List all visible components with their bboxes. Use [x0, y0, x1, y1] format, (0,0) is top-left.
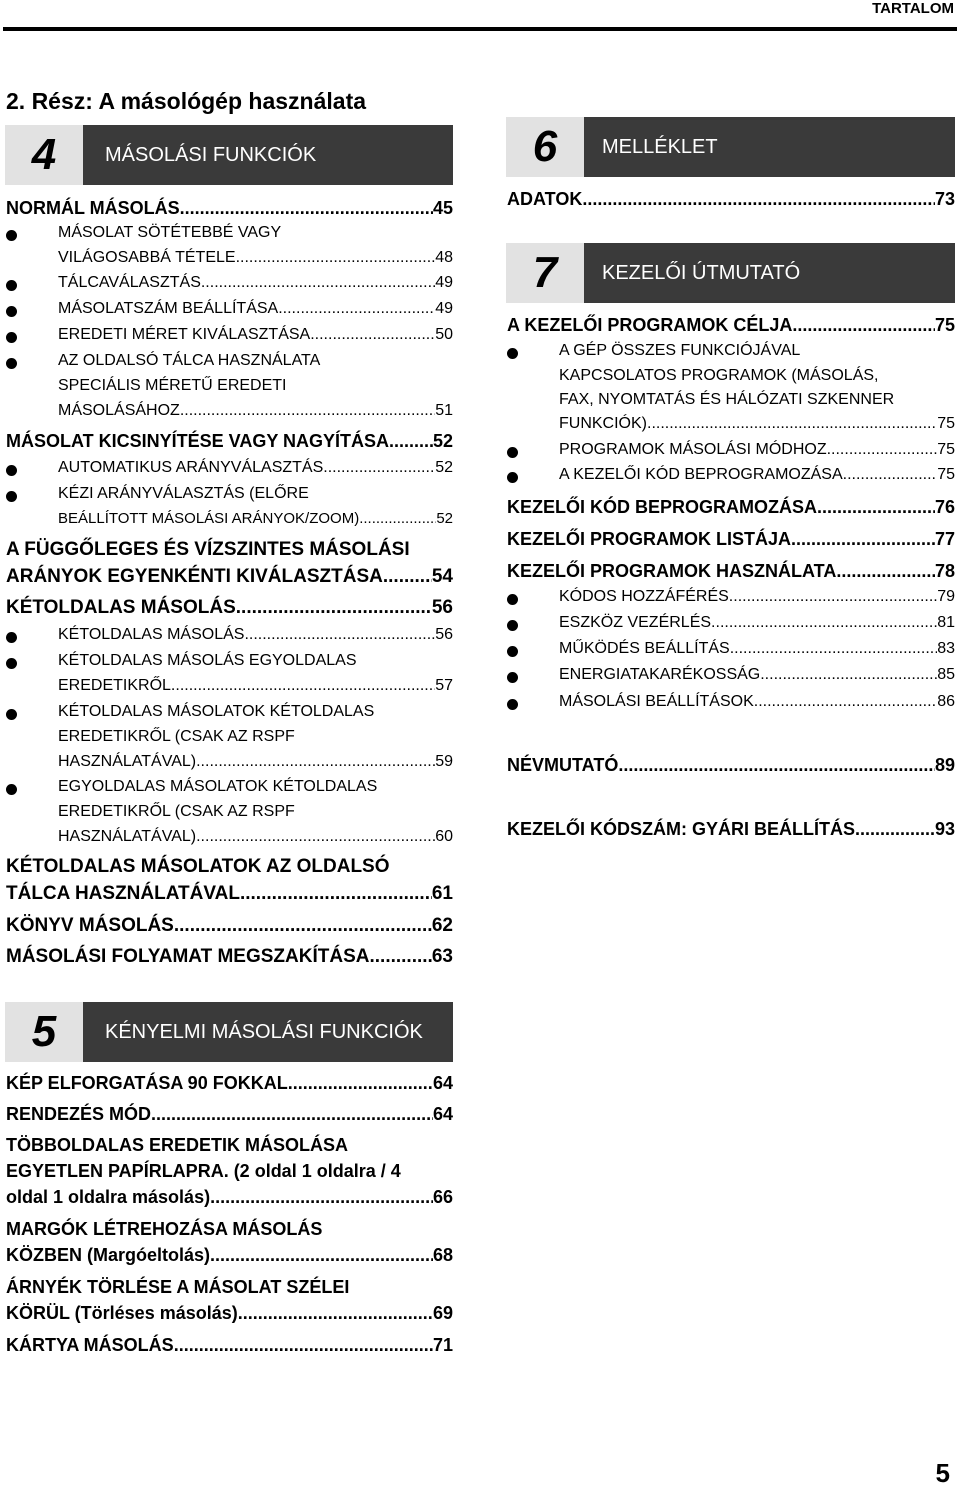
- toc-entry-text: MARGÓK LÉTREHOZÁSA MÁSOLÁS: [6, 1219, 323, 1239]
- bullet-icon: [507, 672, 518, 683]
- toc-entry[interactable]: KÖZBEN (Margóeltolás) ..... 68: [6, 1245, 453, 1266]
- toc-entry[interactable]: NÉVMUTATÓ ..... 89: [507, 755, 955, 776]
- toc-entry-text: ÁRNYÉK TÖRLÉSE A MÁSOLAT SZÉLEI: [6, 1277, 350, 1297]
- toc-subentry-text: KÉTOLDALAS MÁSOLÁS EGYOLDALAS: [58, 652, 357, 669]
- part-title: 2. Rész: A másológép használata: [6, 88, 367, 114]
- toc-entry[interactable]: KEZELŐI PROGRAMOK LISTÁJA ..... 77: [507, 529, 955, 550]
- toc-subentry-text: KÉTOLDALAS MÁSOLATOK KÉTOLDALAS: [58, 703, 375, 720]
- toc-entry[interactable]: KÉP ELFORGATÁSA 90 FOKKAL ..... 64: [6, 1073, 453, 1094]
- section-title: MELLÉKLET: [602, 135, 718, 158]
- toc-subentry[interactable]: KÓDOS HOZZÁFÉRÉS ..... 79: [559, 588, 955, 606]
- toc-subentry[interactable]: EREDETIKRŐL ..... 57: [58, 677, 453, 695]
- section-number: 6: [506, 117, 584, 177]
- toc-subentry-text: EGYOLDALAS MÁSOLATOK KÉTOLDALAS: [58, 778, 378, 795]
- bullet-icon: [6, 784, 17, 795]
- bullet-icon: [6, 230, 17, 241]
- toc-subentry-text: EREDETIKRŐL (CSAK AZ RSPF: [58, 803, 295, 820]
- toc-entry[interactable]: MÁSOLÁSI FOLYAMAT MEGSZAKÍTÁSA ..... 63: [6, 946, 453, 968]
- section-4-band: [5, 125, 453, 185]
- toc-entry-text: KÉTOLDALAS MÁSOLATOK AZ OLDALSÓ: [6, 856, 390, 877]
- bullet-icon: [6, 709, 17, 720]
- bullet-icon: [507, 620, 518, 631]
- bullet-icon: [507, 447, 518, 458]
- toc-subentry-text: KAPCSOLATOS PROGRAMOK (MÁSOLÁS,: [559, 367, 879, 384]
- bullet-icon: [507, 472, 518, 483]
- toc-entry-text: TÖBBOLDALAS EREDETIK MÁSOLÁSA: [6, 1135, 348, 1155]
- toc-subentry[interactable]: HASZNÁLATÁVAL) ..... 60: [58, 828, 453, 846]
- toc-subentry[interactable]: VILÁGOSABBÁ TÉTELE ..... 48: [58, 249, 453, 267]
- toc-subentry[interactable]: ENERGIATAKARÉKOSSÁG ..... 85: [559, 666, 955, 684]
- bullet-icon: [6, 306, 17, 317]
- bullet-icon: [507, 699, 518, 710]
- toc-entry[interactable]: RENDEZÉS MÓD ..... 64: [6, 1104, 453, 1125]
- toc-subentry[interactable]: A KEZELŐI KÓD BEPROGRAMOZÁSA ..... 75: [559, 466, 955, 484]
- header-label: TARTALOM: [872, 0, 954, 17]
- toc-entry[interactable]: ARÁNYOK EGYENKÉNTI KIVÁLASZTÁSA ..... 54: [6, 566, 453, 588]
- toc-subentry[interactable]: MÁSOLÁSÁHOZ ..... 51: [58, 402, 453, 420]
- section-6-band: [506, 117, 955, 177]
- toc-subentry-text: MÁSOLAT SÖTÉTEBBÉ VAGY: [58, 224, 282, 241]
- toc-entry[interactable]: MÁSOLAT KICSINYÍTÉSE VAGY NAGYÍTÁSA ..... 52: [6, 431, 453, 452]
- section-5-band: [5, 1002, 453, 1062]
- section-number: 7: [506, 243, 584, 303]
- toc-subentry[interactable]: MÁSOLÁSI BEÁLLÍTÁSOK ..... 86: [559, 693, 955, 711]
- toc-subentry[interactable]: TÁLCAVÁLASZTÁS ..... 49: [58, 274, 453, 292]
- toc-subentry[interactable]: MŰKÖDÉS BEÁLLÍTÁS ..... 83: [559, 640, 955, 658]
- toc-entry[interactable]: A KEZELŐI PROGRAMOK CÉLJA ..... 75: [507, 315, 955, 336]
- bullet-icon: [507, 348, 518, 359]
- toc-entry[interactable]: KÉTOLDALAS MÁSOLÁS ..... 56: [6, 597, 453, 619]
- toc-subentry-text: SPECIÁLIS MÉRETŰ EREDETI: [58, 377, 287, 394]
- toc-subentry-text: A GÉP ÖSSZES FUNKCIÓJÁVAL: [559, 342, 801, 359]
- toc-subentry-text: EREDETIKRŐL (CSAK AZ RSPF: [58, 728, 295, 745]
- toc-entry[interactable]: KÖNYV MÁSOLÁS ..... 62: [6, 915, 453, 937]
- toc-entry[interactable]: KEZELŐI KÓD BEPROGRAMOZÁSA ..... 76: [507, 497, 955, 518]
- bullet-icon: [6, 465, 17, 476]
- toc-subentry[interactable]: BEÁLLÍTOTT MÁSOLÁSI ARÁNYOK/ZOOM) ..... 52: [58, 510, 453, 527]
- toc-subentry-text: AZ OLDALSÓ TÁLCA HASZNÁLATA: [58, 352, 321, 369]
- toc-entry[interactable]: KÖRÜL (Törléses másolás) ..... 69: [6, 1303, 453, 1324]
- section-title: KÉNYELMI MÁSOLÁSI FUNKCIÓK: [105, 1020, 423, 1043]
- section-7-band: [506, 243, 955, 303]
- bullet-icon: [6, 658, 17, 669]
- toc-subentry[interactable]: MÁSOLATSZÁM BEÁLLÍTÁSA ..... 49: [58, 300, 453, 318]
- bullet-icon: [507, 594, 518, 605]
- toc-entry[interactable]: NORMÁL MÁSOLÁS ..... 45: [6, 198, 453, 219]
- toc-subentry-text: KÉZI ARÁNYVÁLASZTÁS (ELŐRE: [58, 485, 309, 502]
- bullet-icon: [6, 491, 17, 502]
- toc-subentry[interactable]: ESZKÖZ VEZÉRLÉS ..... 81: [559, 614, 955, 632]
- bullet-icon: [507, 646, 518, 657]
- bullet-icon: [6, 358, 17, 369]
- toc-entry[interactable]: KEZELŐI PROGRAMOK HASZNÁLATA ..... 78: [507, 561, 955, 582]
- toc-subentry[interactable]: HASZNÁLATÁVAL) ..... 59: [58, 753, 453, 771]
- bullet-icon: [6, 332, 17, 343]
- toc-entry-text: EGYETLEN PAPÍRLAPRA. (2 oldal 1 oldalra / 4: [6, 1161, 401, 1181]
- section-number: 5: [5, 1002, 83, 1062]
- bullet-icon: [6, 632, 17, 643]
- toc-subentry[interactable]: FUNKCIÓK) ..... 75: [559, 415, 955, 433]
- bullet-icon: [6, 280, 17, 291]
- toc-entry[interactable]: ADATOK ..... 73: [507, 189, 955, 210]
- section-number: 4: [5, 125, 83, 185]
- toc-entry[interactable]: oldal 1 oldalra másolás) ..... 66: [6, 1187, 453, 1208]
- section-title: KEZELŐI ÚTMUTATÓ: [602, 261, 801, 284]
- toc-entry[interactable]: TÁLCA HASZNÁLATÁVAL ..... 61: [6, 883, 453, 905]
- toc-subentry[interactable]: EREDETI MÉRET KIVÁLASZTÁSA ..... 50: [58, 326, 453, 344]
- page-number: 5: [935, 1458, 950, 1488]
- toc-entry-text: A FÜGGŐLEGES ÉS VÍZSZINTES MÁSOLÁSI: [6, 539, 410, 560]
- toc-subentry[interactable]: KÉTOLDALAS MÁSOLÁS ..... 56: [58, 626, 453, 644]
- toc-entry[interactable]: KÁRTYA MÁSOLÁS ..... 71: [6, 1335, 453, 1356]
- toc-subentry-text: FAX, NYOMTATÁS ÉS HÁLÓZATI SZKENNER: [559, 391, 895, 408]
- header-rule: [3, 27, 957, 31]
- toc-subentry[interactable]: AUTOMATIKUS ARÁNYVÁLASZTÁS ..... 52: [58, 459, 453, 477]
- toc-subentry[interactable]: PROGRAMOK MÁSOLÁSI MÓDHOZ ..... 75: [559, 441, 955, 459]
- section-title: MÁSOLÁSI FUNKCIÓK: [105, 143, 317, 166]
- toc-entry[interactable]: KEZELŐI KÓDSZÁM: GYÁRI BEÁLLÍTÁS ..... 93: [507, 819, 955, 840]
